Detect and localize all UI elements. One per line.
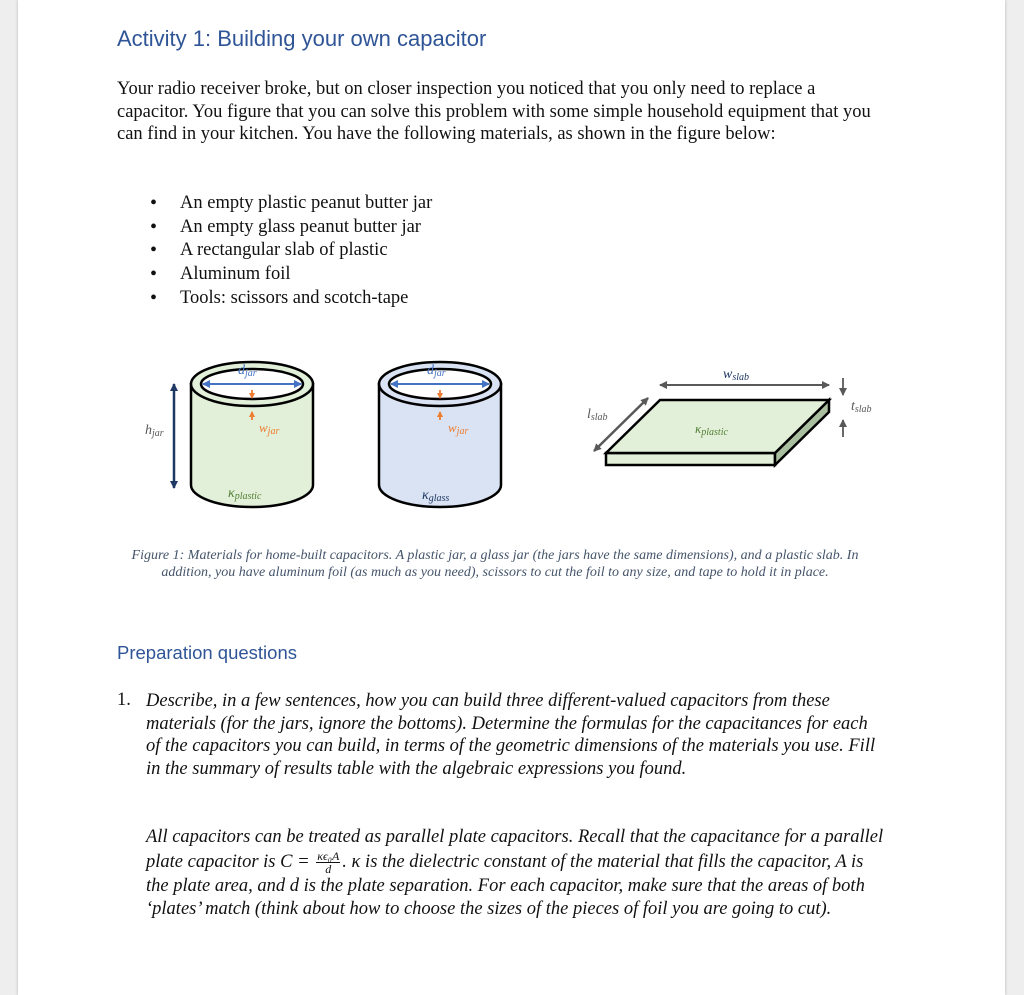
plastic-jar [191, 362, 313, 507]
glass-jar [379, 362, 501, 507]
question-hint [146, 826, 886, 922]
formula-numerator: κϵ₀A [317, 848, 340, 863]
plastic-slab [587, 367, 872, 465]
materials-figure [0, 340, 1024, 530]
l-slab-label: lslab [587, 407, 608, 423]
list-item: • An empty plastic peanut butter jar [150, 192, 432, 216]
list-item: • A rectangular slab of plastic [150, 239, 432, 263]
formula-denominator: d [325, 861, 332, 876]
w-jar-label: wjar [259, 420, 280, 437]
kappa-glass-label: κglass [422, 488, 450, 504]
list-item: • Aluminum foil [150, 263, 432, 287]
formula-lhs: C = [280, 851, 315, 872]
section-title: Preparation questions [117, 642, 297, 663]
hint-text-part2: . κ is the dielectric constant of the material that fills the capacitor, A is the plate area, and d is the plate separation. For each capacitor, make sure that the areas of both ‘plates’ match (think about how to choose the sizes of the pieces of foil you are going to cut). [146, 851, 865, 919]
hint-text-part1: All capacitors can be treated as parallel plate capacitors. Recall that the capacitance for a parallel plate capacitor is [146, 827, 884, 872]
materials-list [150, 192, 432, 311]
d-jar-label: djar [427, 363, 446, 379]
t-slab-label: tslab [851, 399, 872, 415]
intro-paragraph: Your radio receiver broke, but on closer inspection you noticed that you only need to replace a capacitor. You figure that you can solve this problem with some simple household equipment that you can find in your kitchen. You have the following materials, as shown in the figure below: [117, 79, 871, 144]
list-item: • An empty glass peanut butter jar [150, 216, 432, 240]
d-jar-label: djar [238, 363, 257, 379]
slab-front-face [606, 453, 775, 465]
w-jar-label: wjar [448, 420, 469, 437]
kappa-plastic-label: κplastic [228, 486, 262, 502]
h-jar-label: hjar [145, 423, 164, 439]
figure-caption: Figure 1: Materials for home-built capacitors. A plastic jar, a glass jar (the jars have the same dimensions), and a plastic slab. In addition, you have aluminum foil (as much as you need), scissors to cut the foil to any size, and tape to hold it in place. [131, 548, 859, 580]
capacitance-formula [316, 850, 340, 875]
question-number: 1. [117, 690, 131, 710]
kappa-plastic-slab-label: κplastic [695, 421, 728, 438]
page-title: Activity 1: Building your own capacitor [117, 26, 487, 51]
question-text: Describe, in a few sentences, how you can build three different-valued capacitors from these materials (for the jars, ignore the bottoms). Determine the formulas for the capacitances for each of the capacitors you can build, in terms of the geometric dimensions of the materials you use. Fill in the summary of results table with the algebraic expressions you found. [146, 691, 876, 779]
w-slab-label: wslab [723, 367, 750, 383]
list-item: • Tools: scissors and scotch-tape [150, 287, 432, 311]
